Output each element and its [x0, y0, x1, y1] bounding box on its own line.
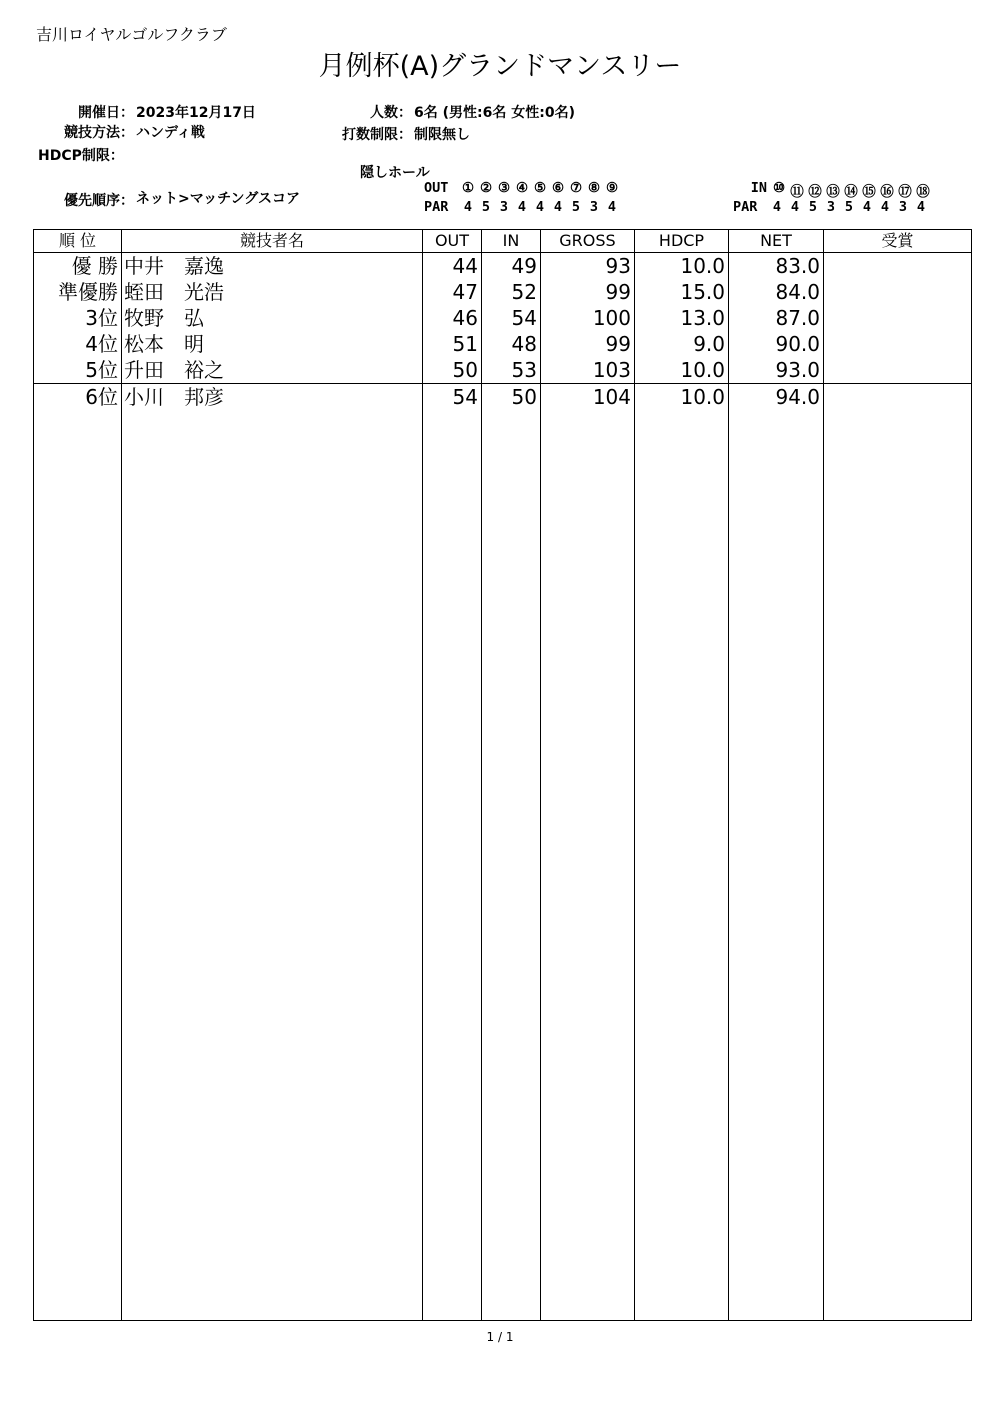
name-cell: 松本 明 — [122, 331, 423, 357]
par-value: 5 — [808, 199, 818, 215]
rank-cell: 6位 — [34, 384, 122, 411]
net-cell: 87.0 — [729, 305, 824, 331]
date-label: 開催日： — [78, 105, 134, 121]
gross-cell: 100 — [541, 305, 635, 331]
hdcp-cell: 10.0 — [635, 384, 729, 411]
club-name: 吉川ロイヤルゴルフクラブ — [36, 25, 227, 44]
net-cell: 93.0 — [729, 357, 824, 384]
col-header-gross: GROSS — [541, 230, 635, 253]
hole-number: ⑯ — [880, 184, 894, 200]
par-value: 4 — [790, 199, 800, 215]
par-value: 3 — [826, 199, 836, 215]
hole-number: ⑩ — [772, 180, 786, 196]
award-cell — [824, 331, 972, 357]
award-cell — [824, 279, 972, 305]
hole-number: ⑤ — [533, 180, 547, 196]
par-value: 4 — [535, 199, 545, 215]
priority-label: 優先順序： — [64, 193, 134, 209]
hdcp-cell: 13.0 — [635, 305, 729, 331]
priority-value: ネット>マッチングスコア — [136, 191, 301, 207]
hidden-holes-label: 隠しホール — [360, 165, 430, 181]
net-cell: 94.0 — [729, 384, 824, 411]
rank-cell: 3位 — [34, 305, 122, 331]
hdcp-cell: 15.0 — [635, 279, 729, 305]
award-cell — [824, 384, 972, 411]
method-label: 競技方法： — [64, 125, 134, 141]
table-row — [34, 357, 972, 384]
col-header-award: 受賞 — [824, 230, 972, 253]
results-table — [33, 229, 972, 1321]
gross-cell: 99 — [541, 331, 635, 357]
par-tag: PAR — [424, 199, 449, 215]
par-value: 4 — [517, 199, 527, 215]
hole-number: ④ — [515, 180, 529, 196]
hole-number: ⑧ — [587, 180, 601, 196]
out-cell: 51 — [423, 331, 482, 357]
hdcp-cell: 10.0 — [635, 357, 729, 384]
hole-number: ⑪ — [790, 184, 804, 200]
hole-number: ② — [479, 180, 493, 196]
out-holes-row — [424, 180, 620, 196]
players-value: 6名 (男性:6名 女性:0名) — [414, 105, 575, 121]
method-value: ハンディ戦 — [136, 125, 205, 141]
col-header-net: NET — [729, 230, 824, 253]
par-value: 5 — [844, 199, 854, 215]
in-tag: IN — [750, 180, 767, 196]
par-value: 3 — [898, 199, 908, 215]
hdcp-cell: 9.0 — [635, 331, 729, 357]
rank-cell: 優 勝 — [34, 253, 122, 280]
gross-cell: 104 — [541, 384, 635, 411]
table-row — [34, 253, 972, 280]
par-tag: PAR — [733, 199, 758, 215]
hole-number: ① — [461, 180, 475, 196]
par-value: 4 — [880, 199, 890, 215]
table-row — [34, 331, 972, 357]
hole-number: ⑬ — [826, 184, 840, 200]
hole-number: ⑦ — [569, 180, 583, 196]
hole-number: ⑨ — [605, 180, 619, 196]
page-number: 1 / 1 — [486, 1330, 514, 1344]
table-row — [34, 384, 972, 411]
table-header-row — [34, 230, 972, 253]
date-value: 2023年12月17日 — [136, 105, 256, 121]
in-cell: 53 — [482, 357, 541, 384]
hole-number: ⑰ — [898, 184, 912, 200]
col-header-rank: 順 位 — [34, 230, 122, 253]
hole-number: ⑫ — [808, 184, 822, 200]
hole-number: ⑭ — [844, 184, 858, 200]
in-cell: 54 — [482, 305, 541, 331]
hdcp-cell: 10.0 — [635, 253, 729, 280]
out-cell: 46 — [423, 305, 482, 331]
rank-cell: 準優勝 — [34, 279, 122, 305]
par-value: 4 — [553, 199, 563, 215]
page-title: 月例杯(A)グランドマンスリー — [318, 51, 682, 82]
par-value: 4 — [463, 199, 473, 215]
hdcp-limit-label: HDCP制限： — [38, 148, 124, 164]
par-value: 4 — [862, 199, 872, 215]
gross-cell: 103 — [541, 357, 635, 384]
table-row — [34, 305, 972, 331]
out-cell: 44 — [423, 253, 482, 280]
out-par-row — [424, 199, 620, 215]
col-header-in: IN — [482, 230, 541, 253]
net-cell: 84.0 — [729, 279, 824, 305]
in-cell: 52 — [482, 279, 541, 305]
name-cell: 牧野 弘 — [122, 305, 423, 331]
hole-number: ⑥ — [551, 180, 565, 196]
name-cell: 升田 裕之 — [122, 357, 423, 384]
stroke-limit-value: 制限無し — [414, 127, 470, 143]
par-value: 4 — [916, 199, 926, 215]
in-holes-row — [733, 180, 931, 200]
par-value: 5 — [481, 199, 491, 215]
col-header-name: 競技者名 — [122, 230, 423, 253]
par-value: 4 — [772, 199, 782, 215]
par-value: 3 — [499, 199, 509, 215]
in-par-row — [733, 199, 929, 215]
net-cell: 90.0 — [729, 331, 824, 357]
award-cell — [824, 357, 972, 384]
rank-cell: 4位 — [34, 331, 122, 357]
gross-cell: 93 — [541, 253, 635, 280]
par-value: 4 — [607, 199, 617, 215]
out-cell: 50 — [423, 357, 482, 384]
gross-cell: 99 — [541, 279, 635, 305]
col-header-out: OUT — [423, 230, 482, 253]
rank-cell: 5位 — [34, 357, 122, 384]
in-cell: 50 — [482, 384, 541, 411]
players-label: 人数： — [370, 105, 412, 121]
table-filler-row — [34, 410, 972, 1320]
table-row — [34, 279, 972, 305]
hole-number: ⑮ — [862, 184, 876, 200]
hole-number: ③ — [497, 180, 511, 196]
stroke-limit-label: 打数制限： — [342, 127, 412, 143]
hole-number: ⑱ — [916, 184, 930, 200]
out-cell: 47 — [423, 279, 482, 305]
par-value: 5 — [571, 199, 581, 215]
out-cell: 54 — [423, 384, 482, 411]
par-value: 3 — [589, 199, 599, 215]
name-cell: 小川 邦彦 — [122, 384, 423, 411]
in-cell: 49 — [482, 253, 541, 280]
in-cell: 48 — [482, 331, 541, 357]
col-header-hdcp: HDCP — [635, 230, 729, 253]
award-cell — [824, 253, 972, 280]
out-tag: OUT — [424, 180, 449, 196]
name-cell: 蛭田 光浩 — [122, 279, 423, 305]
name-cell: 中井 嘉逸 — [122, 253, 423, 280]
award-cell — [824, 305, 972, 331]
net-cell: 83.0 — [729, 253, 824, 280]
